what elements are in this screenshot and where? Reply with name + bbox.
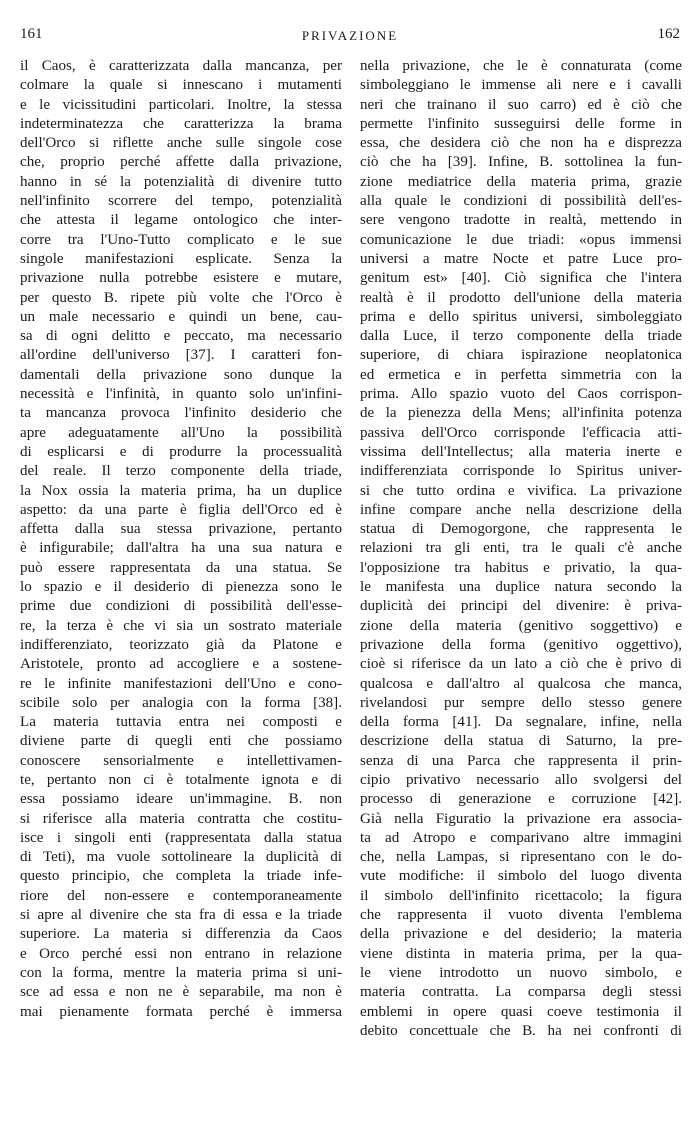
text-line: relazioni tra gli enti, tra le quali c'è anche <box>360 540 682 557</box>
text-line: realtà è il prodotto dell'unione della materia <box>360 289 682 306</box>
page-number-left: 161 <box>20 26 43 42</box>
text-line: nella privazione, che le è connaturata (come <box>360 58 682 74</box>
text-line: aspetto: da una parte è figlia dell'Orco ed è <box>20 501 342 518</box>
text-line: affetta dalla sua stessa privazione, pertanto <box>20 521 342 538</box>
text-line: Aristotele, pronto ad accogliere e a sostene- <box>20 656 342 673</box>
text-line: cipio privativo necessario allo svolgersi del <box>360 771 682 788</box>
text-line: privazione della forma (genitivo oggettivo), <box>360 636 682 653</box>
text-line: della privazione e del desiderio; la materia <box>360 926 682 943</box>
text-line: colmare la quale si innescano i mutamenti <box>20 77 342 94</box>
text-line: della forma [41]. Da segnalare, infine, nella <box>360 714 682 731</box>
text-line: ta mancanza provoca l'infinito desiderio che <box>20 405 342 422</box>
text-line: la Nox ossia la materia prima, ha un duplice <box>20 482 342 499</box>
running-title: PRIVAZIONE <box>301 28 399 43</box>
text-line: ed ermetica e in perfetta simmetria con la <box>360 366 682 383</box>
text-line: simboleggiano le immense ali nere e i cavalli <box>360 77 682 94</box>
text-line: il Caos, è caratterizzata dalla mancanza, per <box>20 58 342 74</box>
text-line: vissima dell'Intellectus; alla materia inerte e <box>360 443 682 460</box>
text-line: si che tutto ordina e vivifica. La privazione <box>360 482 682 499</box>
page-number-right: 162 <box>657 26 680 42</box>
text-line: conoscere sensorialmente e intellettivamen- <box>20 752 342 769</box>
text-line: indeterminatezza che caratterizza la brama <box>20 115 342 132</box>
text-line: le viene introdotto un nuovo simbolo, e <box>360 964 682 981</box>
text-line: superiore. La materia si differenzia da Caos <box>20 926 342 943</box>
text-line: è infigurabile; dall'altra ha una sua natura e <box>20 540 342 557</box>
text-line: superiore, di chiara ispirazione neoplatonica <box>360 347 682 364</box>
text-line: isce i singoli enti (rappresentata dalla statua <box>20 829 342 846</box>
text-line: singole manifestazioni esplicate. Senza la <box>20 250 342 267</box>
text-line: viene distinta in materia prima, per la qua- <box>360 945 682 962</box>
text-line: alla quale le condizioni di possibilità dell'es- <box>360 193 682 210</box>
text-line: debito concettuale che B. ha nei confronti di <box>360 1022 682 1039</box>
text-line: che, nella Lampas, si ripresentano con le do- <box>360 849 682 866</box>
running-header <box>20 26 680 50</box>
text-line: essa, che desidera ciò che non ha e disprezza <box>360 135 682 152</box>
text-line: necessità e l'infinità, in quanto solo un'infini- <box>20 386 342 403</box>
text-line: duplicità dei principi del divenire: è priva- <box>360 598 682 615</box>
text-line: qualcosa e dall'altro al qualcosa che manca, <box>360 675 682 692</box>
text-line: passiva dell'Orco corrisponde l'efficacia atti- <box>360 424 682 441</box>
text-line: materia contratta. La comparsa degli stessi <box>360 984 682 1001</box>
text-line: che attesta il legame ontologico che inter- <box>20 212 342 229</box>
text-line: scibile solo per analogia con la forma [38]. <box>20 694 342 711</box>
text-line: dalla Luce, il terzo componente della triade <box>360 328 682 345</box>
text-line: zione mediatrice della materia prima, grazie <box>360 173 682 190</box>
text-line: prima. Allo spazio vuoto del Caos corrispon- <box>360 386 682 403</box>
text-line: privazione nulla potrebbe esistere e mutare, <box>20 270 342 287</box>
text-line: infine compare anche nella descrizione della <box>360 501 682 518</box>
text-line: di Teti), ma vuole sottolineare la duplicità di <box>20 849 342 866</box>
text-line: di esplicarsi e di produrre la processualità <box>20 443 342 460</box>
text-line: La materia tuttavia entra nei composti e <box>20 714 342 731</box>
text-line: diviene parte di quegli enti che possiamo <box>20 733 342 750</box>
text-line: questo principio, che completa la triade infe- <box>20 868 342 885</box>
text-line: all'ordine dell'universo [37]. I caratteri fon- <box>20 347 342 364</box>
text-line: emblemi in opere quasi coeve testimonia il <box>360 1003 682 1020</box>
text-line: ciò che ha [39]. Infine, B. sottolinea la fun- <box>360 154 682 171</box>
text-line: re, la terza è che vi sia un sostrato materiale <box>20 617 342 634</box>
text-line: rivelandosi pur sempre dello stesso genere <box>360 694 682 711</box>
text-line: descrizione della statua di Saturno, la pre- <box>360 733 682 750</box>
text-line: e Orco perché essi non entrano in relazione <box>20 945 342 962</box>
text-line: processo di generazione e corruzione [42]. <box>360 791 682 808</box>
text-line: sa di ogni delitto e peccato, ma necessario <box>20 328 342 345</box>
text-line: comunicazione le due triadi: «opus immensi <box>360 231 682 248</box>
text-line: genitum est» [40]. Ciò significa che l'intera <box>360 270 682 287</box>
text-line: lo spazio e il desiderio di pienezza sono le <box>20 579 342 596</box>
text-line: si riferisce alla materia contratta che costitu- <box>20 810 342 827</box>
text-line: può essere rappresentata da una statua. Se <box>20 559 342 576</box>
text-line: damentali della privazione sono dunque la <box>20 366 342 383</box>
text-line: sere vengono tradotte in realtà, mettendo in <box>360 212 682 229</box>
text-line: te, pertanto non ci è totalmente ignota e di <box>20 771 342 788</box>
left-column <box>20 57 342 1022</box>
text-line: prima e dello spiritus universi, simboleggiato <box>360 308 682 325</box>
text-line: vute modifiche: il simbolo del luogo diventa <box>360 868 682 885</box>
text-line: apre adeguatamente all'Uno la possibilità <box>20 424 342 441</box>
text-line: e le vicissitudini particolari. Inoltre, la stessa <box>20 96 342 113</box>
text-line: il simbolo dell'infinito ricettacolo; la figura <box>360 887 682 904</box>
text-line: corre tra l'Uno-Tutto complicato e le sue <box>20 231 342 248</box>
text-line: statua di Demogorgone, che rappresenta le <box>360 521 682 538</box>
text-line: che, proprio perché affette dalla privazione, <box>20 154 342 171</box>
text-line: zione della materia (genitivo soggettivo) e <box>360 617 682 634</box>
text-line: nell'infinito scorrere del tempo, potenzialità <box>20 193 342 210</box>
text-line: per questo B. ripete più volte che l'Orco è <box>20 289 342 306</box>
text-line: cioè si riferisce da un lato a ciò che è privo di <box>360 656 682 673</box>
text-line: ta ad Atropo e comparivano altre immagini <box>360 829 682 846</box>
text-line: l'opposizione tra habitus e privatio, la qua- <box>360 559 682 576</box>
text-line: hanno in sé la potenzialità di divenire tutto <box>20 173 342 190</box>
text-line: permette l'infinito susseguirsi delle forme in <box>360 115 682 132</box>
text-line: indifferenziato, teorizzato già da Platone e <box>20 636 342 653</box>
text-line: universi a matre Nocte et patre Luce pro- <box>360 250 682 267</box>
text-line: senza di una Parca che rappresenta il prin- <box>360 752 682 769</box>
text-line: mai pienamente formata perché è immersa <box>20 1003 342 1020</box>
text-line: con la forma, mentre la materia prima si uni- <box>20 964 342 981</box>
text-line: le manifesta una duplice natura secondo la <box>360 579 682 596</box>
text-line: Già nella Figuratio la privazione era associa- <box>360 810 682 827</box>
text-line: del reale. Il terzo componente della triade, <box>20 463 342 480</box>
text-line: riore del non-essere e contemporaneamente <box>20 887 342 904</box>
text-line: de la pienezza della Mens; all'infinita potenza <box>360 405 682 422</box>
text-line: prime due condizioni di possibilità dell'esse- <box>20 598 342 615</box>
text-line: essa possiamo ideare un'immagine. B. non <box>20 791 342 808</box>
text-line: indifferenziata corrisponde lo Spiritus univer- <box>360 463 682 480</box>
text-line: sce ad essa e non ne è separabile, ma non è <box>20 984 342 1001</box>
text-line: un male necessario e quindi un bene, cau- <box>20 308 342 325</box>
text-line: neri che trainano il suo carro) ed è ciò che <box>360 96 682 113</box>
text-line: che rappresenta il vuoto diventa l'emblema <box>360 907 682 924</box>
text-line: re le infinite manifestazioni dell'Uno e cono- <box>20 675 342 692</box>
text-line: si apre al divenire che sta fra di essa e la triade <box>20 907 342 924</box>
text-line: dell'Orco si riflette anche sulle singole cose <box>20 135 342 152</box>
right-column <box>360 57 682 1041</box>
